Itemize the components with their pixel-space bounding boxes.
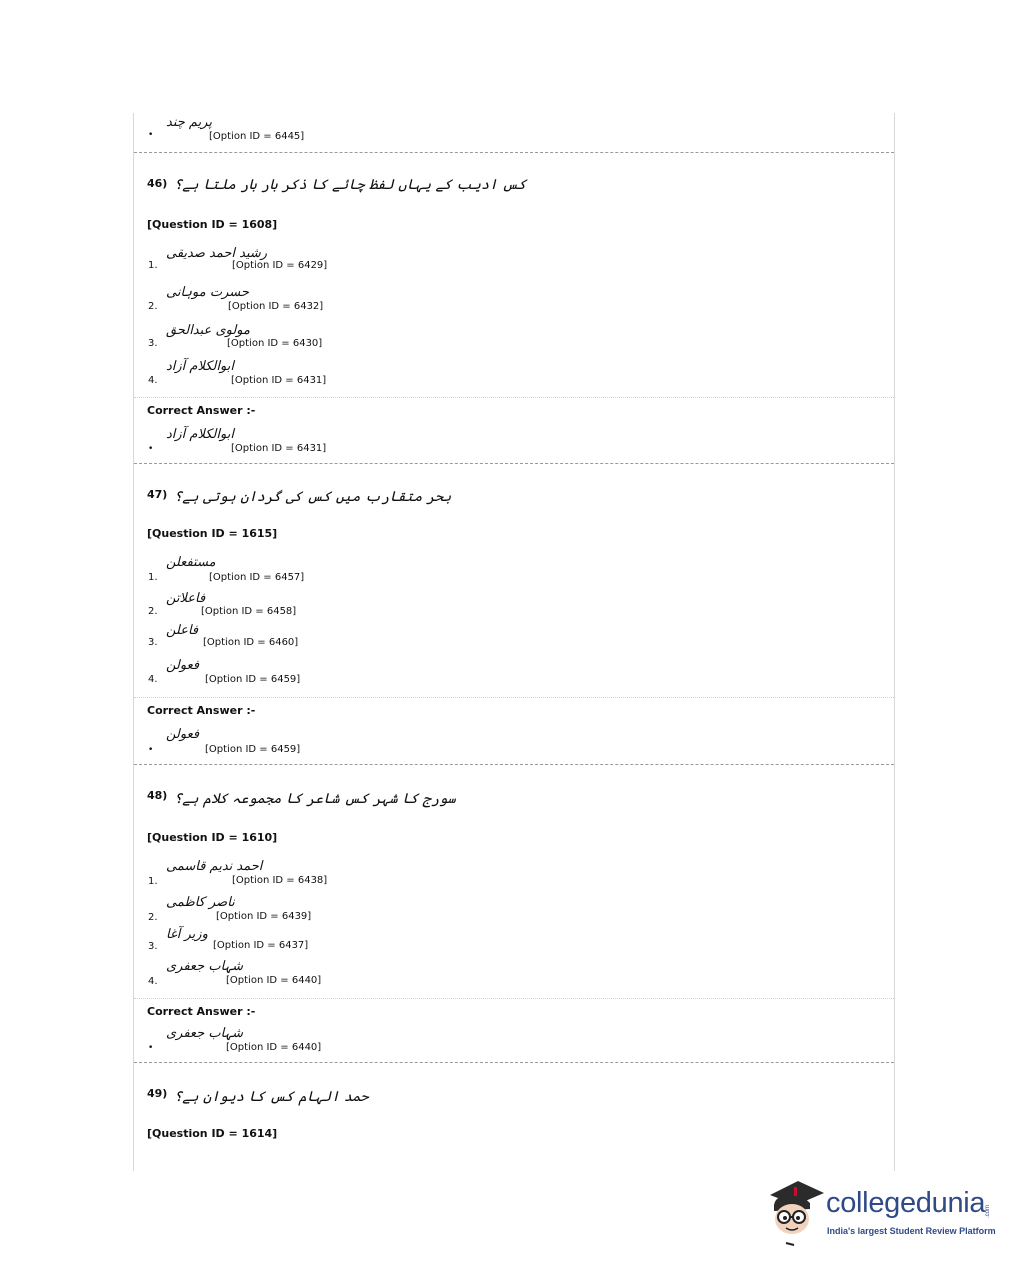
document-page [133, 113, 895, 1171]
brand-domain: .com [985, 1205, 991, 1219]
option-id: [Option ID = 6438] [232, 875, 328, 886]
question-separator [134, 152, 894, 153]
option-urdu-text: فاعلن [166, 623, 199, 638]
option-number: 1. [148, 876, 158, 887]
option-urdu-text: ابوالکلام آزاد [166, 359, 234, 374]
option-urdu-text: ناصر کاظمی [166, 895, 235, 910]
option-urdu-text: شہاب جعفری [166, 959, 244, 974]
mascot-icon [766, 1177, 826, 1247]
question-id: [Question ID = 1608] [147, 218, 278, 231]
question-number: 47) [147, 488, 168, 501]
correct-answer-urdu: شہاب جعفری [166, 1026, 244, 1041]
option-id: [Option ID = 6458] [201, 606, 297, 617]
option-urdu-text: فاعلاتن [166, 591, 206, 606]
option-urdu-text: مستفعلن [166, 555, 216, 570]
option-number: 2. [148, 301, 158, 312]
option-id: [Option ID = 6439] [216, 911, 312, 922]
question-id: [Question ID = 1610] [147, 831, 278, 844]
question-text: حمد الہام کس کا دیوان ہے؟ [174, 1089, 369, 1105]
answer-divider [134, 697, 894, 698]
option-number: 2. [148, 606, 158, 617]
option-id: [Option ID = 6460] [203, 637, 299, 648]
answer-divider [134, 397, 894, 398]
option-urdu-text: احمد ندیم قاسمی [166, 859, 263, 874]
option-urdu-text: فعولن [166, 658, 200, 673]
correct-answer-urdu: ابوالکلام آزاد [166, 427, 234, 442]
question-number: 48) [147, 789, 168, 802]
bullet: • [148, 745, 154, 755]
option-id: [Option ID = 6445] [209, 131, 305, 142]
answer-divider [134, 998, 894, 999]
question-separator [134, 1062, 894, 1063]
correct-option-id: [Option ID = 6440] [226, 1042, 322, 1053]
bullet: • [148, 1043, 154, 1053]
question-number: 46) [147, 177, 168, 190]
option-id: [Option ID = 6429] [232, 260, 328, 271]
option-number: 4. [148, 674, 158, 685]
option-number: 3. [148, 338, 158, 349]
option-number: 1. [148, 572, 158, 583]
question-id: [Question ID = 1614] [147, 1127, 278, 1140]
option-urdu-text: حسرت موہانی [166, 285, 249, 300]
collegedunia-logo [766, 1177, 996, 1247]
question-text: بحر متقارب میں کس کی گردان ہوتی ہے؟ [174, 489, 452, 505]
brand-tagline: India's largest Student Review Platform [827, 1226, 996, 1236]
correct-answer-label: Correct Answer :- [147, 704, 256, 717]
option-number: 3. [148, 941, 158, 952]
bullet: • [148, 444, 154, 454]
correct-option-id: [Option ID = 6431] [231, 443, 327, 454]
option-number: 3. [148, 637, 158, 648]
question-separator [134, 463, 894, 464]
option-id: [Option ID = 6432] [228, 301, 324, 312]
option-urdu-text: وزیر آغا [166, 927, 208, 942]
option-urdu-text: مولوی عبدالحق [166, 323, 250, 338]
option-number: 1. [148, 260, 158, 271]
question-text: کس ادیب کے یہاں لفظ چائے کا ذکر بار بار ملتا ہے؟ [174, 177, 527, 193]
question-separator [134, 764, 894, 765]
question-id: [Question ID = 1615] [147, 527, 278, 540]
option-id: [Option ID = 6431] [231, 375, 327, 386]
option-id: [Option ID = 6457] [209, 572, 305, 583]
option-id: [Option ID = 6437] [213, 940, 309, 951]
correct-answer-label: Correct Answer :- [147, 1005, 256, 1018]
correct-answer-urdu: فعولن [166, 727, 200, 742]
brand-name: collegedunia [826, 1187, 986, 1219]
correct-option-id: [Option ID = 6459] [205, 744, 301, 755]
option-urdu-text: پریم چند [166, 115, 212, 130]
bullet: • [148, 130, 154, 140]
question-number: 49) [147, 1087, 168, 1100]
option-number: 4. [148, 976, 158, 987]
option-id: [Option ID = 6440] [226, 975, 322, 986]
option-number: 2. [148, 912, 158, 923]
correct-answer-label: Correct Answer :- [147, 404, 256, 417]
option-id: [Option ID = 6459] [205, 674, 301, 685]
option-urdu-text: رشید احمد صدیقی [166, 246, 268, 261]
option-number: 4. [148, 375, 158, 386]
option-id: [Option ID = 6430] [227, 338, 323, 349]
question-text: سورج کا شہر کس شاعر کا مجموعہ کلام ہے؟ [174, 791, 456, 807]
